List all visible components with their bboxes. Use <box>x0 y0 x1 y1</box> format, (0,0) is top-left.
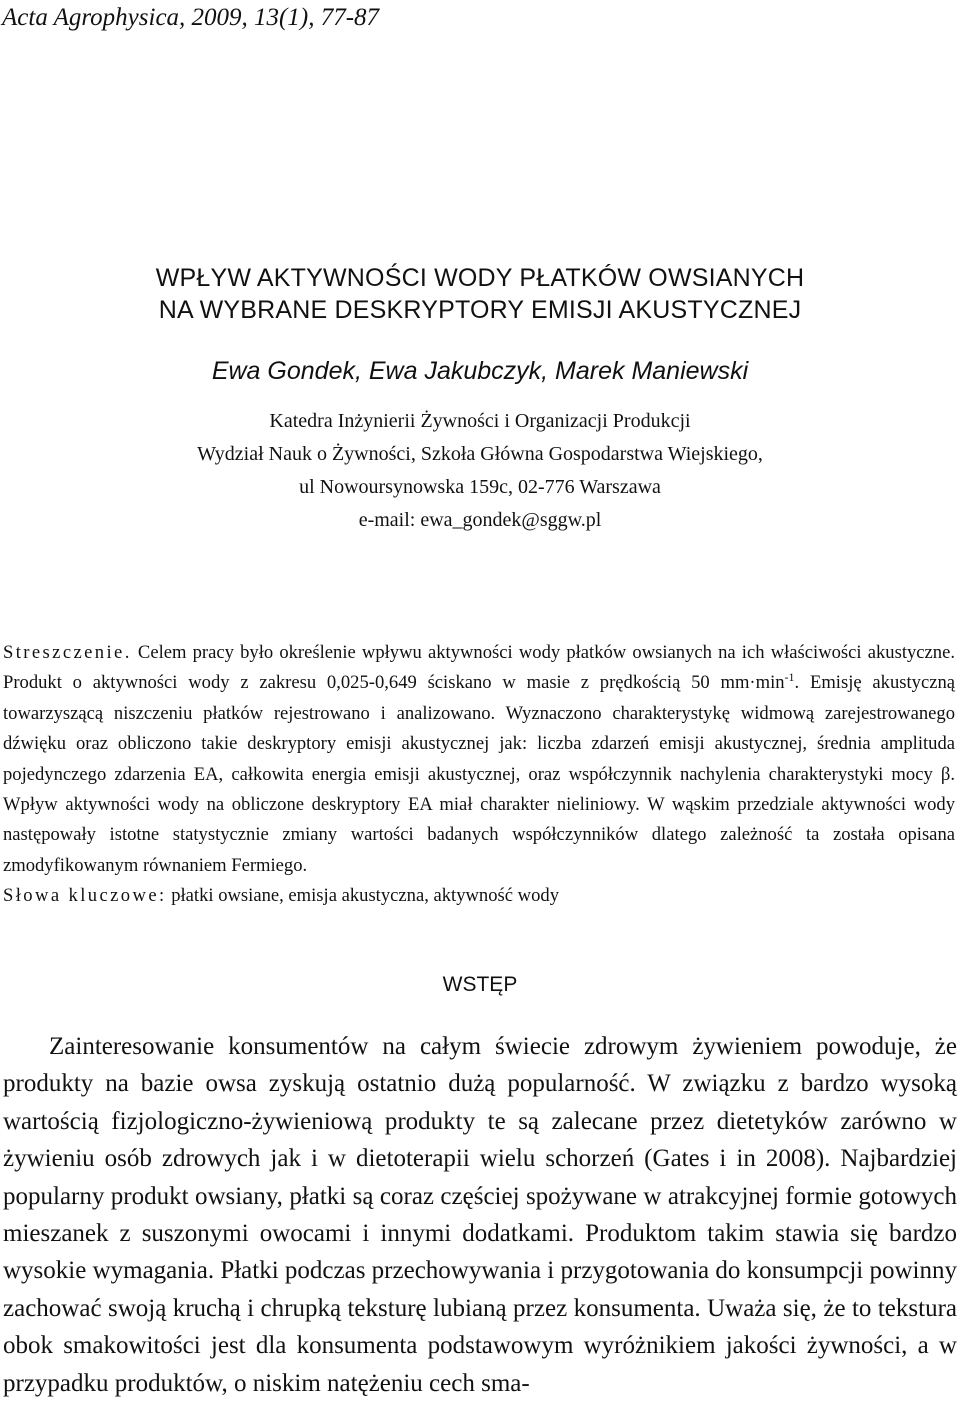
abstract-label: Streszczenie. <box>3 642 132 663</box>
affiliation-address: ul Nowoursynowska 159c, 02-776 Warszawa <box>299 476 661 498</box>
section-heading: WSTĘP <box>442 973 518 996</box>
paper-title <box>0 262 960 326</box>
affiliation-faculty: Wydział Nauk o Żywności, Szkoła Główna Gospodarstwa Wiejskiego, <box>197 443 763 465</box>
keywords <box>3 881 955 911</box>
paper-title-line-1: WPŁYW AKTYWNOŚCI WODY PŁATKÓW OWSIANYCH <box>155 264 805 292</box>
abstract-text-part-1: Celem pracy było określenie wpływu aktywności wody płatków owsianych na ich właściwości akustyczne. Produkt o aktywności wody z zakresu 0,025-0,649 ściskano w masie z prędkością 50 mm·min <box>3 642 955 694</box>
intro-paragraph: Zainteresowanie konsumentów na całym świecie zdrowym żywieniem powoduje, że produkty na bazie owsa zyskują ostatnio dużą popularność. W związku z bardzo wysoką wartością fizjologiczno-żywieniową produkty te są zalecane przez dietetyków zarówno w żywieniu osób zdrowych jak i w dietoterapii wielu schorzeń (Gates i in 2008). Najbardziej popularny produkt owsiany, płatki są coraz częściej spożywane w atrakcyjnej formie gotowych mieszanek z suszonymi owocami i innymi dodatkami. Produktom takim stawia się bardzo wysokie wymagania. Płatki podczas przechowywania i przygotowania do konsumpcji powinny zachować swoją kruchą i chrupką teksturę lubianą przez konsumenta. Uważa się, że to tekstura obok smakowitości jest dla konsumenta podstawowym wyróżnikiem jakości żywności, a w przypadku produktów, o niskim natężeniu cech sma- <box>3 1033 957 1397</box>
keywords-text: płatki owsiane, emisja akustyczna, aktywność wody <box>166 885 559 907</box>
authors: Ewa Gondek, Ewa Jakubczyk, Marek Maniewski <box>211 357 749 385</box>
keywords-label: Słowa kluczowe: <box>3 885 167 907</box>
journal-reference: Acta Agrophysica, 2009, 13(1), 77-87 <box>2 4 380 31</box>
affiliation-department: Katedra Inżynierii Żywności i Organizacji Produkcji <box>269 410 691 432</box>
abstract-superscript: -1 <box>784 670 795 685</box>
affiliation <box>0 405 960 537</box>
paper-title-line-2: NA WYBRANE DESKRYPTORY EMISJI AKUSTYCZNEJ <box>158 296 802 324</box>
abstract <box>3 638 955 912</box>
abstract-text-part-2: . Emisję akustyczną towarzyszącą niszczeniu płatków rejestrowano i analizowano. Wyznaczono charakterystykę widmową zarejestrowanego dźwięku oraz obliczono takie deskryptory emisji akustycznej jak: liczba zdarzeń emisji akustycznej, średnia amplituda pojedynczego zdarzenia EA, całkowita energia emisji akustycznej, oraz współczynnik nachylenia charakterystyki mocy β. Wpływ aktywności wody na obliczone deskryptory EA miał charakter nieliniowy. W wąskim przedziale aktywności wody następowały istotne statystycznie zmiany wartości badanych współczynników dlatego zależność ta została opisana zmodyfikowanym równaniem Fermiego. <box>3 672 956 876</box>
abstract-paragraph <box>3 638 955 881</box>
affiliation-email: e-mail: ewa_gondek@sggw.pl <box>358 509 602 531</box>
